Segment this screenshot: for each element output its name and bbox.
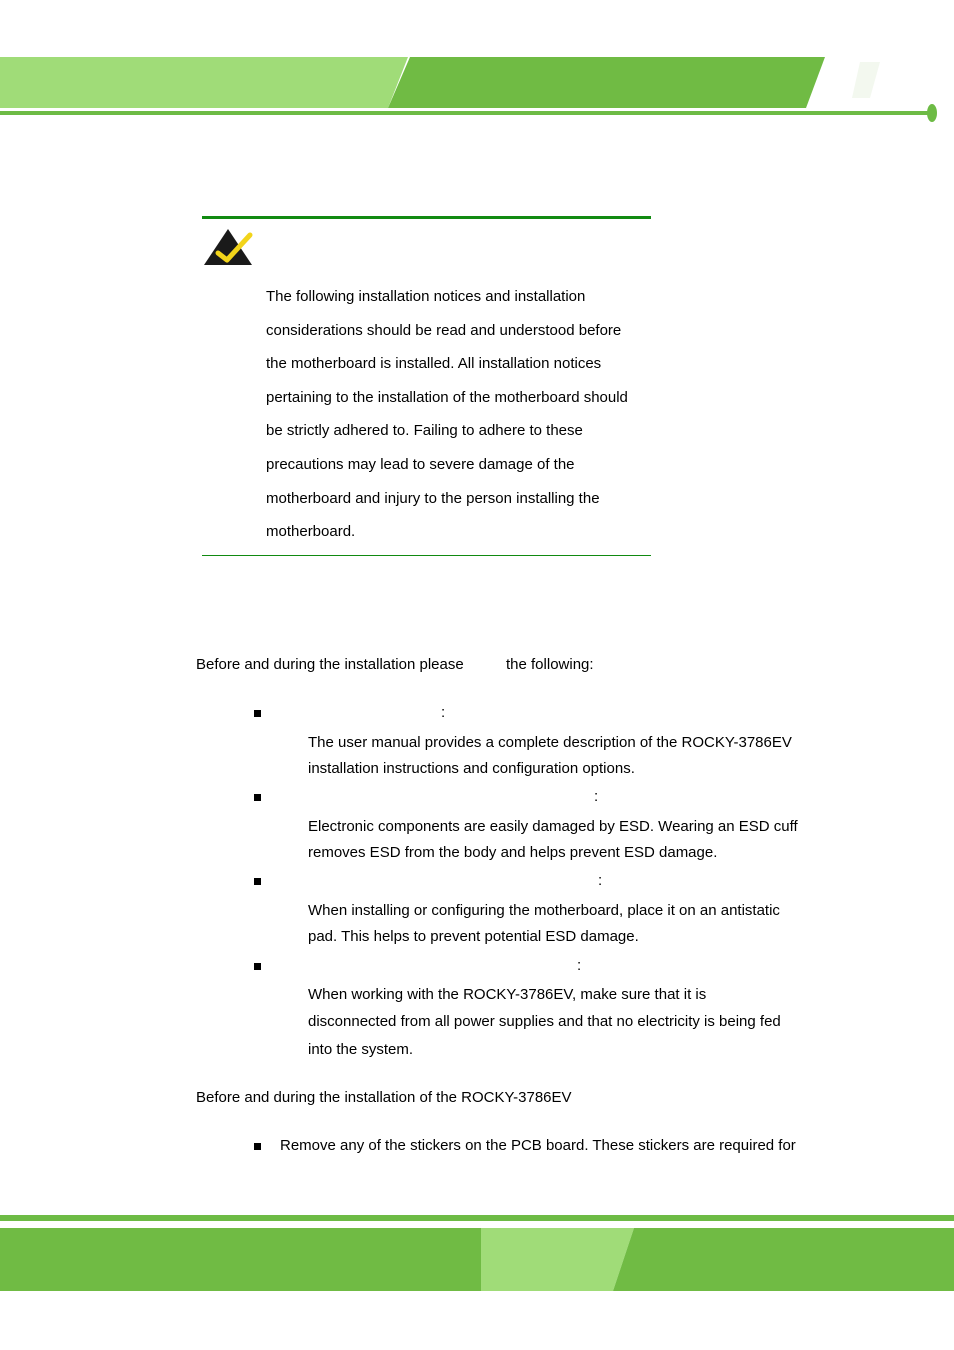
note-line: the motherboard is installed. All installation notices xyxy=(266,355,602,373)
list-bullet xyxy=(254,710,261,717)
list-bullet xyxy=(254,794,261,801)
item-description-line: The user manual provides a complete description of the ROCKY-3786EV xyxy=(308,734,792,751)
list-bullet xyxy=(254,1143,261,1150)
item-colon: : xyxy=(594,788,599,805)
item-description-line: into the system. xyxy=(308,1041,414,1058)
item-description-line: installation instructions and configuration options. xyxy=(308,760,635,777)
note-line: pertaining to the installation of the motherboard should xyxy=(266,388,628,406)
item-colon: : xyxy=(598,872,603,889)
item-description-line: removes ESD from the body and helps prevent ESD damage. xyxy=(308,844,718,861)
footer-banner-graphic xyxy=(0,1210,954,1295)
item-description-line: pad. This helps to prevent potential ESD damage. xyxy=(308,928,639,945)
intro-text-after: the following: xyxy=(506,656,594,673)
note-bottom-rule xyxy=(202,555,651,556)
note-line: motherboard. xyxy=(266,523,356,541)
second-intro-text: Before and during the installation of the ROCKY-3786EV xyxy=(196,1089,572,1106)
item-description-line: When installing or configuring the motherboard, place it on an antistatic xyxy=(308,902,780,919)
intro-text-before: Before and during the installation please xyxy=(196,656,464,673)
note-top-rule xyxy=(202,216,651,219)
note-line: motherboard and injury to the person installing the xyxy=(266,489,600,507)
second-list-item: Remove any of the stickers on the PCB board. These stickers are required for xyxy=(280,1137,796,1154)
item-description-line: Electronic components are easily damaged by ESD. Wearing an ESD cuff xyxy=(308,818,798,835)
checkmark-warning-icon xyxy=(204,227,256,267)
note-line: precautions may lead to severe damage of the xyxy=(266,456,575,473)
item-description-line: disconnected from all power supplies and that no electricity is being fed xyxy=(308,1013,781,1030)
list-bullet xyxy=(254,963,261,970)
header-banner-graphic xyxy=(0,0,954,125)
list-bullet xyxy=(254,878,261,885)
note-line: be strictly adhered to. Failing to adhere to these xyxy=(266,422,583,440)
note-line: The following installation notices and installation xyxy=(266,288,586,305)
item-colon: : xyxy=(577,957,582,974)
footer-banner xyxy=(0,1210,954,1295)
note-line: considerations should be read and understood before xyxy=(266,321,622,339)
item-colon: : xyxy=(441,704,446,721)
item-description-line: When working with the ROCKY-3786EV, make sure that it is xyxy=(308,986,707,1003)
header-banner xyxy=(0,0,954,125)
